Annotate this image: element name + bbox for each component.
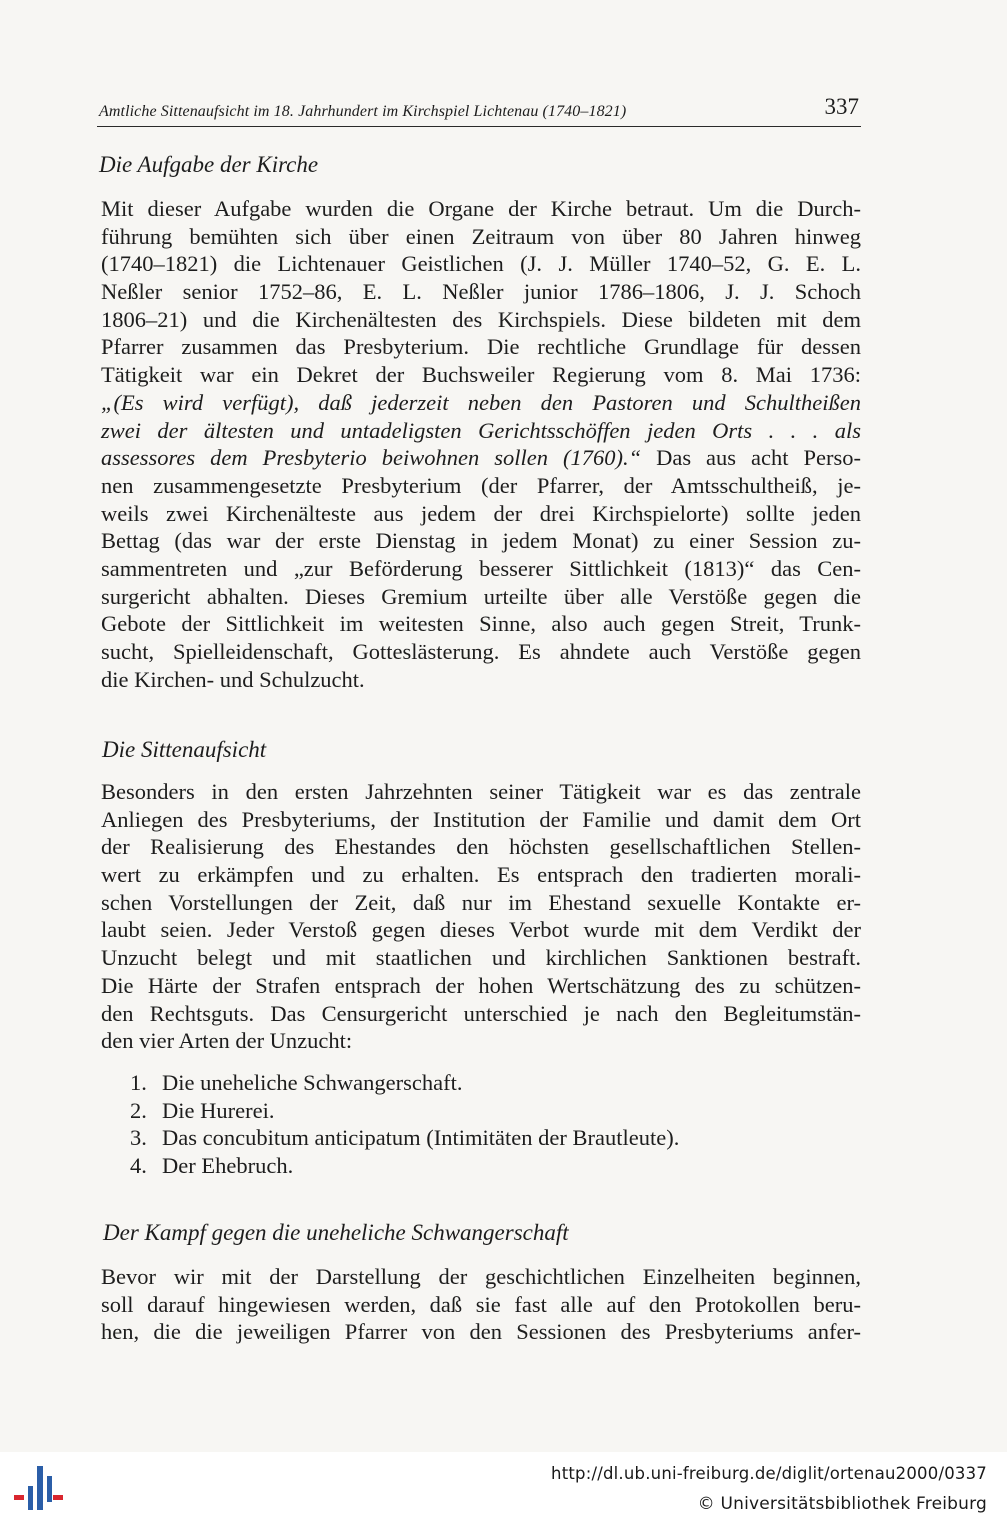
list-text: Die uneheliche Schwangerschaft. [162,1070,463,1095]
unzucht-types-list [130,1069,679,1180]
list-item [130,1069,679,1097]
text-line: 1806–21) und die Kirchenältesten des Kirchspiels. Diese bildeten mit dem [101,306,861,332]
list-item [130,1124,679,1152]
page-number: 337 [824,94,859,119]
text-line: Pfarrer zusammen das Presbyterium. Die rechtliche Grundlage für dessen [101,334,861,360]
text-line [101,444,861,472]
list-number: 2. [130,1097,147,1123]
list-text: Die Hurerei. [162,1097,275,1123]
list-item [130,1097,679,1125]
text-line: Gebote der Sittlichkeit im weitesten Sinne, also auch gegen Streit, Trunk- [101,611,861,637]
permalink-url[interactable]: http://dl.ub.uni-freiburg.de/diglit/ortenau2000/0337 [551,1464,987,1483]
text-line: Bettag (das war der erste Dienstag in jedem Monat) zu einer Session zu- [101,528,861,554]
text-line: Die Härte der Strafen entsprach der hohen Wertschätzung des zu schützen- [101,972,861,998]
viewer-footer [0,1452,1007,1525]
text-line: Anliegen des Presbyteriums, der Institution der Familie und damit dem Ort [101,806,861,832]
paragraph-kampf [101,1263,861,1346]
text-line: Bevor wir mit der Darstellung der geschichtlichen Einzelheiten beginnen, [101,1264,861,1289]
text-line: Mit dieser Aufgabe wurden die Organe der Kirche betraut. Um die Durch- [101,196,861,221]
quote-line: zwei der ältesten und untadeligsten Gerichtsschöffen jeden Orts . . . als [101,417,861,443]
text-line: sammentreten und „zur Beförderung besserer Sittlichkeit (1813)“ das Cen- [101,555,861,581]
text-line: die Kirchen- und Schulzucht. [101,666,365,692]
list-number: 4. [130,1153,147,1179]
section-heading-sittenaufsicht: Die Sittenaufsicht [102,737,267,762]
text-line: weils zwei Kirchenälteste aus jedem der drei Kirchspielorte) sollte jeden [101,500,861,526]
paragraph-aufgabe [101,195,861,693]
quote-line: assessores dem Presbyterio beiwohnen sollen (1760).“ [101,445,642,471]
text-line: Tätigkeit war ein Dekret der Buchsweiler Regierung vom 8. Mai 1736: [101,362,861,388]
text-line: schen Vorstellungen der Zeit, daß nur im Ehestand sexuelle Kontakte er- [101,889,861,915]
text-line: wert zu erkämpfen und zu erhalten. Es entsprach den tradierten morali- [101,862,861,888]
text-line: surgericht abhalten. Dieses Gremium urteilte über alle Verstöße gegen die [101,583,861,609]
section-heading-aufgabe: Die Aufgabe der Kirche [99,152,319,177]
running-title: Amtliche Sittenaufsicht im 18. Jahrhundert im Kirchspiel Lichtenau (1740–1821) [99,103,627,120]
line-tail: Das aus acht Perso- [641,445,861,471]
text-line [101,417,861,445]
text-line: hen, die die jeweiligen Pfarrer von den Sessionen des Presbyteriums anfer- [101,1319,861,1345]
text-line: Unzucht belegt und mit staatlichen und kirchlichen Sanktionen bestraft. [101,945,861,971]
text-line: der Realisierung des Ehestandes den höchsten gesellschaftlichen Stellen- [101,834,861,860]
text-line: laubt seien. Jeder Verstoß gegen dieses Verbot wurde mit dem Verdikt der [101,917,861,943]
list-text: Das concubitum anticipatum (Intimitäten der Brautleute). [162,1125,680,1151]
text-line: den vier Arten der Unzucht: [101,1028,353,1054]
section-heading-kampf: Der Kampf gegen die uneheliche Schwangerschaft [103,1220,569,1245]
text-line [101,389,861,417]
list-text: Der Ehebruch. [162,1153,294,1179]
text-line: Neßler senior 1752–86, E. L. Neßler junior 1786–1806, J. J. Schoch [101,279,861,305]
text-line: Besonders in den ersten Jahrzehnten seiner Tätigkeit war es das zentrale [101,779,861,804]
list-number: 1. [130,1070,147,1095]
list-item [130,1152,679,1180]
text-line: (1740–1821) die Lichtenauer Geistlichen (J. J. Müller 1740–52, G. E. L. [101,251,861,277]
text-line: nen zusammengesetzte Presbyterium (der Pfarrer, der Amtsschultheiß, je- [101,472,861,498]
text-line: sucht, Spielleidenschaft, Gotteslästerung. Es ahndete auch Verstöße gegen [101,639,861,664]
text-line: den Rechtsguts. Das Censurgericht unterschied je nach den Begleitumstän- [101,1000,861,1026]
text-line: soll darauf hingewiesen werden, daß sie fast alle auf den Protokollen beru- [101,1291,861,1317]
list-number: 3. [130,1125,147,1151]
paragraph-sittenaufsicht [101,778,861,1055]
copyright-notice: © Universitätsbibliothek Freiburg [697,1494,987,1514]
text-line: führung bemühten sich über einen Zeitraum von über 80 Jahren hinweg [101,223,861,249]
running-header [97,94,861,127]
quote-line: „(Es wird verfügt), daß jederzeit neben den Pastoren und Schultheißen [101,389,861,415]
ub-freiburg-logo-icon [12,1462,66,1516]
